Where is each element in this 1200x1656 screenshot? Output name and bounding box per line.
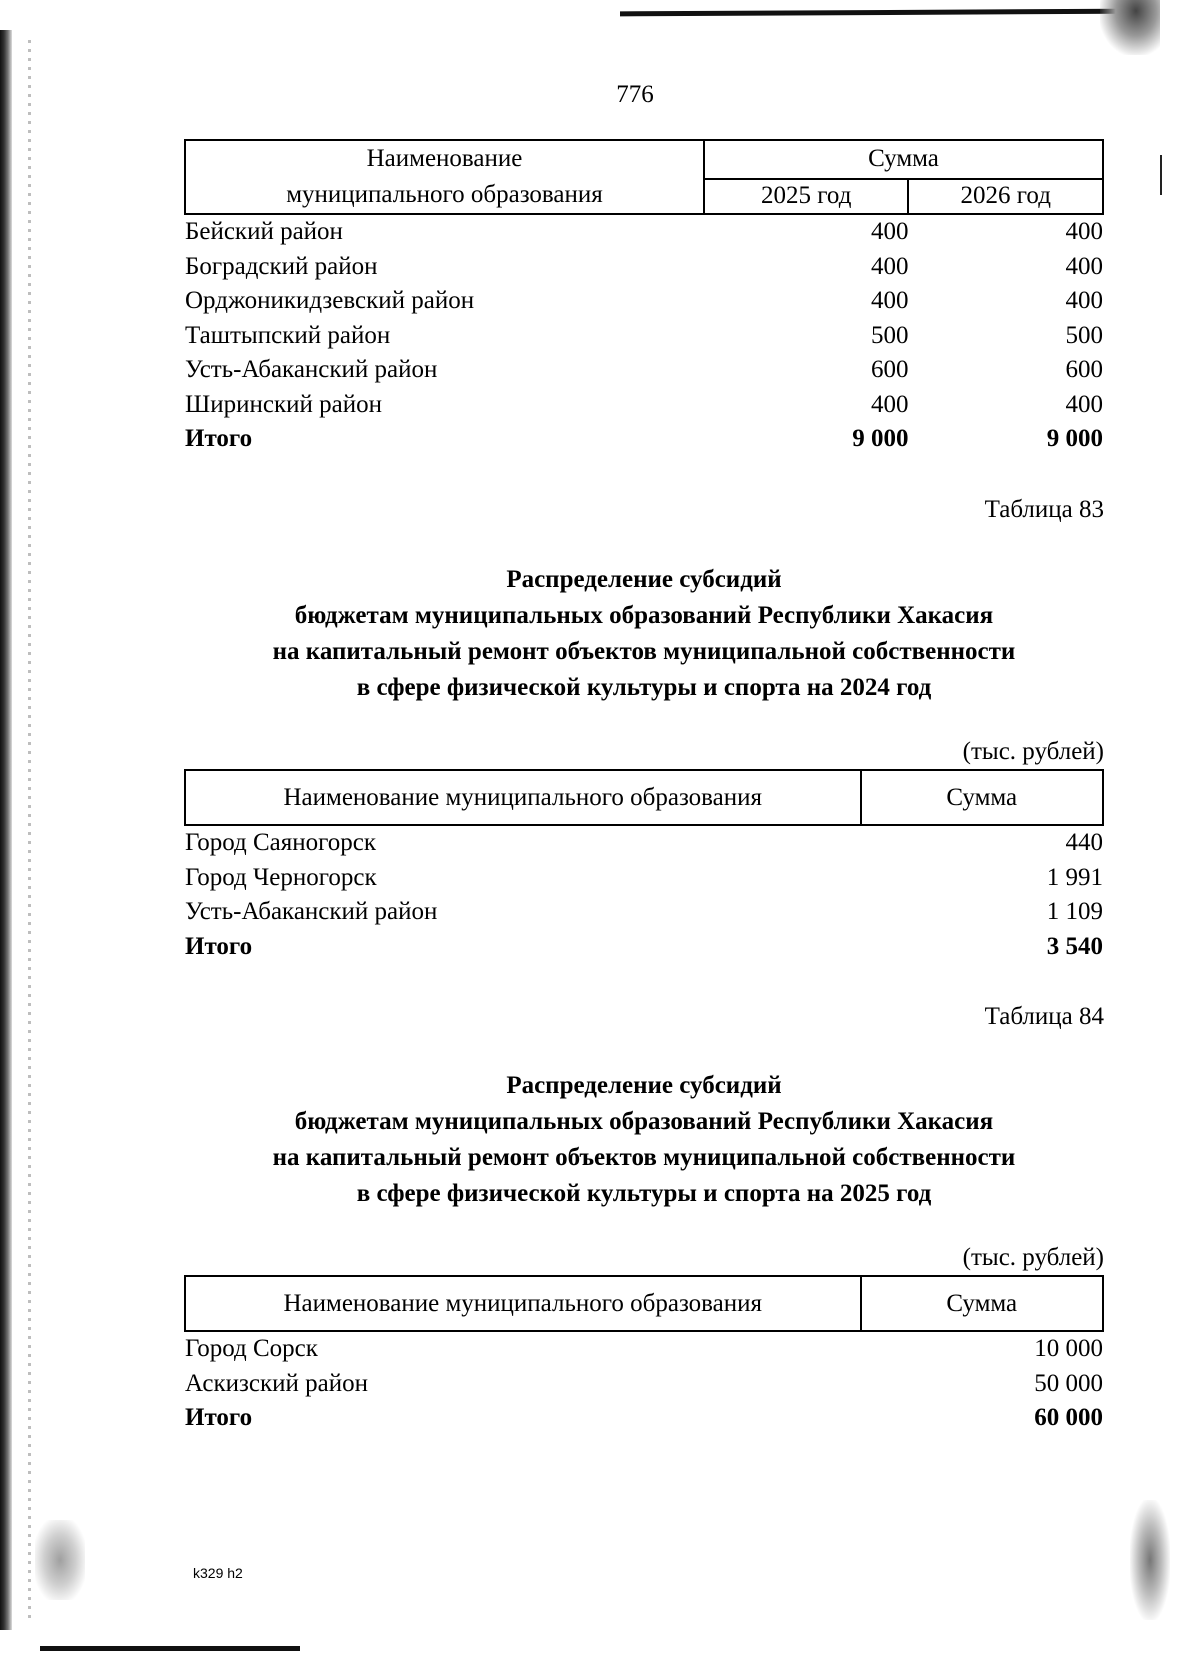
title-line: в сфере физической культуры и спорта на 2024 год <box>356 674 932 701</box>
table-total-row <box>185 1401 1103 1436</box>
row-value-2026: 400 <box>1065 390 1103 418</box>
table-83-title <box>184 562 1104 706</box>
table-row <box>185 353 1103 388</box>
row-value-2025: 400 <box>870 252 909 280</box>
table-84-number: Таблица 84 <box>984 1003 1104 1030</box>
table-row <box>185 825 1103 861</box>
scan-edge-left <box>0 30 12 1630</box>
row-value-2025: 500 <box>870 321 909 349</box>
table-row <box>185 895 1103 930</box>
row-name: Таштыпский район <box>185 321 391 349</box>
table-84-header-sum: Сумма <box>861 1276 1104 1331</box>
row-name: Аскизский район <box>185 1369 369 1397</box>
header-name-line2: муниципального образования <box>286 181 603 208</box>
total-label: Итого <box>185 425 253 452</box>
table-row <box>185 1367 1103 1402</box>
row-value-2025: 400 <box>870 218 909 245</box>
row-name: Ширинский район <box>185 390 382 418</box>
scan-edge-top <box>620 9 1140 17</box>
scan-smudge-left <box>35 1520 85 1600</box>
table-84-title <box>184 1068 1104 1212</box>
title-line: Распределение субсидий <box>506 566 782 593</box>
row-name: Город Саяногорск <box>185 829 377 856</box>
row-name: Усть-Абаканский район <box>185 898 438 925</box>
title-line: в сфере физической культуры и спорта на 2025 год <box>356 1180 932 1207</box>
total-value-2026: 9 000 <box>1046 425 1103 452</box>
row-value-2025: 600 <box>870 356 909 383</box>
footer-code: k329 h2 <box>193 1565 243 1581</box>
table-row <box>185 319 1103 354</box>
header-name-line1: Наименование <box>366 145 523 172</box>
scan-smudge-top-right <box>1100 0 1160 55</box>
row-value-2026: 400 <box>1065 252 1103 280</box>
table-84-units: (тыс. рублей) <box>962 1244 1104 1271</box>
row-value-2026: 400 <box>1065 218 1103 245</box>
total-label: Итого <box>185 932 253 960</box>
table-total-row <box>185 930 1103 965</box>
table-row <box>185 1331 1103 1367</box>
table-82 <box>184 139 1104 457</box>
title-line: на капитальный ремонт объектов муниципальной собственности <box>272 638 1016 665</box>
row-name: Усть-Абаканский район <box>185 356 438 383</box>
row-value: 440 <box>1065 829 1103 856</box>
total-value: 3 540 <box>1046 932 1103 960</box>
title-line: на капитальный ремонт объектов муниципальной собственности <box>272 1144 1016 1171</box>
total-value-2025: 9 000 <box>852 425 909 452</box>
scan-edge-bottom <box>40 1646 300 1651</box>
table-82-header-year-2025: 2025 год <box>704 179 908 214</box>
row-value-2026: 400 <box>1065 287 1103 314</box>
row-value: 1 991 <box>1046 863 1103 891</box>
row-name: Орджоникидзевский район <box>185 287 475 314</box>
row-value: 1 109 <box>1046 898 1103 925</box>
table-82-header-sum: Сумма <box>704 140 1103 179</box>
row-name: Город Черногорск <box>185 863 377 891</box>
total-label: Итого <box>185 1404 253 1431</box>
total-value: 60 000 <box>1034 1404 1103 1431</box>
row-value-2026: 600 <box>1065 356 1103 383</box>
table-82-header-year-2026: 2026 год <box>908 179 1103 214</box>
title-line: бюджетам муниципальных образований Республики Хакасия <box>294 1108 994 1135</box>
table-row <box>185 388 1103 423</box>
table-row <box>185 284 1103 319</box>
row-value-2025: 400 <box>870 390 909 418</box>
table-row <box>185 214 1103 250</box>
table-84-header-name: Наименование муниципального образования <box>185 1276 861 1331</box>
scan-edge-left-fine <box>28 40 31 1620</box>
table-total-row <box>185 422 1103 457</box>
row-value: 10 000 <box>1034 1335 1103 1362</box>
table-84 <box>184 1275 1104 1436</box>
table-83-units: (тыс. рублей) <box>962 738 1104 765</box>
row-value: 50 000 <box>1034 1369 1103 1397</box>
row-name: Город Сорск <box>185 1335 318 1362</box>
title-line: бюджетам муниципальных образований Республики Хакасия <box>294 602 994 629</box>
table-82-header-name <box>185 140 704 214</box>
row-name: Бейский район <box>185 218 343 245</box>
row-name: Боградский район <box>185 252 378 280</box>
scan-mark-right <box>1160 155 1162 195</box>
table-row <box>185 861 1103 896</box>
table-83-header-name: Наименование муниципального образования <box>185 770 861 825</box>
row-value-2026: 500 <box>1065 321 1103 349</box>
scan-smudge-right <box>1130 1500 1170 1620</box>
title-line: Распределение субсидий <box>506 1072 782 1099</box>
row-value-2025: 400 <box>870 287 909 314</box>
table-83-header-sum: Сумма <box>861 770 1104 825</box>
table-row <box>185 250 1103 285</box>
table-83-number: Таблица 83 <box>984 496 1104 523</box>
page-number: 776 <box>616 81 654 108</box>
table-83 <box>184 769 1104 964</box>
